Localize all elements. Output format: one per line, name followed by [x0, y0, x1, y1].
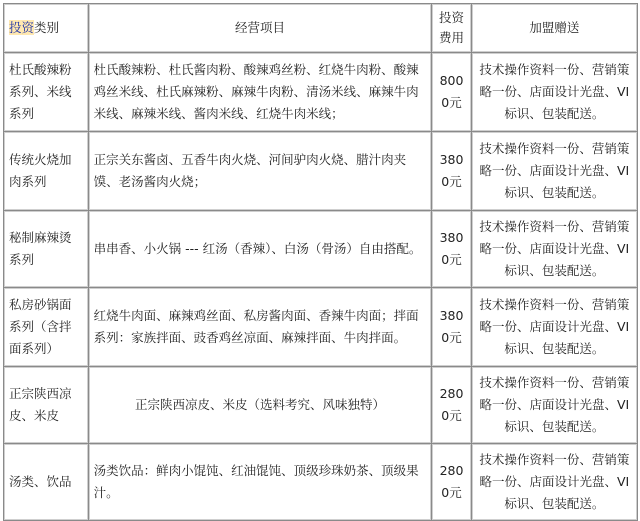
table-row: [4, 132, 637, 210]
row-category: 正宗陕西凉皮、米皮: [4, 367, 88, 443]
row-investment: 3800元: [432, 132, 470, 210]
row-category: 秘制麻辣烫系列: [4, 211, 88, 287]
row-investment: 3800元: [432, 211, 470, 287]
header-investment: 投资费用: [432, 4, 470, 52]
row-gift: 技术操作资料一份、营销策略一份、店面设计光盘、VI 标识、包装配送。: [472, 132, 637, 210]
header-category-rest: 类别: [34, 20, 60, 35]
table-header-row: [4, 4, 637, 52]
header-category: [4, 4, 88, 52]
row-gift: 技术操作资料一份、营销策略一份、店面设计光盘、VI 标识、包装配送。: [472, 53, 637, 131]
row-investment: 2800元: [432, 367, 470, 443]
row-gift: 技术操作资料一份、营销策略一份、店面设计光盘、VI 标识、包装配送。: [472, 288, 637, 366]
table-row: [4, 288, 637, 366]
row-category: 私房砂锅面系列（含拌面系列）: [4, 288, 88, 366]
row-gift: 技术操作资料一份、营销策略一份、店面设计光盘、VI 标识、包装配送。: [472, 367, 637, 443]
row-category: 传统火烧加肉系列: [4, 132, 88, 210]
franchise-table-container: [3, 3, 638, 521]
row-project: 正宗关东酱卤、五香牛肉火烧、河间驴肉火烧、腊汁肉夹馍、老汤酱肉火烧；: [89, 132, 432, 210]
table-row: [4, 53, 637, 131]
row-project: 串串香、小火锅 --- 红汤（香辣）、白汤（骨汤）自由搭配。: [89, 211, 432, 287]
row-gift: 技术操作资料一份、营销策略一份、店面设计光盘、VI 标识、包装配送。: [472, 444, 637, 520]
row-category: 汤类、饮品: [4, 444, 88, 520]
row-project: 红烧牛肉面、麻辣鸡丝面、私房酱肉面、香辣牛肉面；拌面系列：家族拌面、豉香鸡丝凉面、麻辣拌面、牛肉拌面。: [89, 288, 432, 366]
header-project: 经营项目: [89, 4, 432, 52]
row-project: 正宗陕西凉皮、米皮（选料考究、风味独特）: [89, 367, 432, 443]
row-investment: 8000元: [432, 53, 470, 131]
row-project: 杜氏酸辣粉、杜氏酱肉粉、酸辣鸡丝粉、红烧牛肉粉、酸辣鸡丝米线、杜氏麻辣粉、麻辣牛肉粉、清汤米线、麻辣牛肉米线、麻辣米线、酱肉米线、红烧牛肉米线；: [89, 53, 432, 131]
row-investment: 3800元: [432, 288, 470, 366]
table-row: [4, 367, 637, 443]
header-category-highlight: 投资: [9, 20, 35, 35]
row-project: 汤类饮品：鲜肉小馄饨、红油馄饨、顶级珍珠奶茶、顶级果汁。: [89, 444, 432, 520]
table-row: [4, 211, 637, 287]
table-row: [4, 444, 637, 520]
row-category: 杜氏酸辣粉系列、米线系列: [4, 53, 88, 131]
row-investment: 2800元: [432, 444, 470, 520]
row-gift: 技术操作资料一份、营销策略一份、店面设计光盘、VI 标识、包装配送。: [472, 211, 637, 287]
franchise-table: [3, 3, 638, 521]
header-gift: 加盟赠送: [472, 4, 637, 52]
